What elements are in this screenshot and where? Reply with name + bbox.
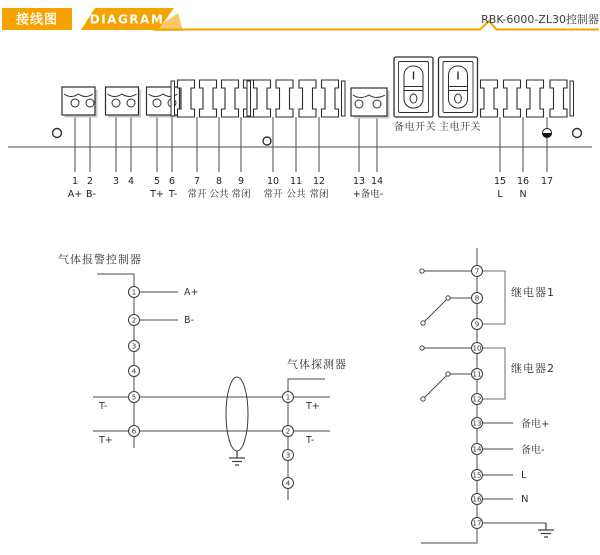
wire-label: B- (184, 315, 194, 326)
terminal-number: 10 (266, 176, 280, 187)
terminal-number: 7 (474, 267, 480, 276)
terminal-label: 常闭 (309, 189, 329, 200)
terminal-number: 11 (472, 370, 482, 379)
power-wire-labels (521, 417, 549, 505)
ground-icon (229, 451, 245, 465)
terminal-number: 9 (474, 320, 480, 329)
terminal-number: 8 (215, 176, 223, 187)
main-switch-label: 主电开关 (439, 122, 481, 133)
terminal-number: 2 (86, 176, 94, 187)
relay-terminal-block-7-9 (171, 80, 267, 117)
relay-contact-points (420, 269, 450, 401)
page-header (2, 8, 599, 31)
relay-brackets (483, 271, 506, 399)
wire-label: T- (306, 435, 315, 446)
relay1-label: 继电器1 (511, 286, 555, 299)
terminal-number: 16 (516, 176, 530, 187)
model-label: RBK-6000-ZL30控制器 (481, 13, 599, 26)
wire-label: 备电+ (521, 419, 550, 430)
mounting-hole-icon (263, 137, 271, 145)
terminal-number: 13 (352, 176, 366, 187)
terminal-label: N (519, 189, 527, 200)
gas-detector-title: 气体探测器 (287, 358, 347, 371)
wire-label: T+ (306, 401, 320, 412)
mounting-hole-icon (53, 129, 62, 138)
terminal-label: T- (168, 189, 178, 200)
terminal-number: 3 (131, 342, 137, 351)
terminal-number: 14 (472, 445, 482, 454)
terminal-number: 2 (285, 427, 291, 436)
relay2-label: 继电器2 (511, 362, 555, 375)
terminal-number: 5 (153, 176, 161, 187)
terminal-number: 6 (131, 427, 137, 436)
terminal-label: 常闭 (231, 189, 251, 200)
terminal-block-5-6 (147, 87, 183, 118)
relay-diagram (420, 248, 555, 543)
terminal-number: 3 (112, 176, 120, 187)
terminal-number: 17 (540, 176, 554, 187)
gas-detector-diagram (283, 357, 348, 500)
terminal-number: 17 (472, 519, 482, 528)
mounting-hole-icon (573, 129, 582, 138)
terminal-number: 8 (474, 294, 480, 303)
backup-switch-label: 备电开关 (394, 122, 436, 133)
terminal-label: T+ (150, 189, 164, 200)
terminal-number: 12 (472, 395, 482, 404)
terminal-number: 11 (289, 176, 303, 187)
terminal-number: 10 (472, 344, 482, 353)
terminal-label: B- (86, 189, 96, 200)
gas-controller-wires (93, 274, 283, 448)
terminal-label: 常开 (187, 189, 207, 200)
wire-label: N (521, 494, 529, 505)
terminal-number: 2 (131, 316, 137, 325)
terminal-label-row (68, 188, 527, 200)
terminal-block-3-4 (106, 87, 142, 118)
terminal-number: 1 (131, 288, 137, 297)
terminal-number: 4 (285, 479, 291, 488)
cable-shield-icon (226, 377, 248, 451)
terminal-number: 4 (127, 176, 135, 187)
page-title-en: DIAGRAM (89, 12, 165, 27)
terminal-number: 16 (472, 495, 482, 504)
wire-label: 备电- (521, 445, 545, 456)
terminal-number: 7 (193, 176, 201, 187)
terminal-block-1-2 (62, 87, 98, 118)
terminal-label: L (497, 189, 503, 200)
terminal-number: 9 (237, 176, 245, 187)
main-power-switch (439, 57, 478, 117)
wire-label: T+ (99, 435, 113, 446)
gas-controller-title: 气体报警控制器 (58, 253, 142, 266)
terminal-label: 公共 (286, 189, 306, 200)
terminal-number: 12 (312, 176, 326, 187)
wire-label: A+ (184, 287, 199, 298)
terminal-number-row (72, 176, 553, 187)
terminal-number: 1 (285, 393, 291, 402)
terminal-number: 15 (472, 471, 482, 480)
terminal-label: 常开 (263, 189, 283, 200)
earth-point-icon (543, 129, 552, 138)
terminal-label: A+ (67, 189, 83, 200)
terminal-label: 公共 (209, 189, 229, 200)
terminal-number: 15 (493, 176, 507, 187)
gas-controller-diagram (58, 252, 283, 465)
terminal-label: +备电- (352, 189, 384, 200)
ground-icon (538, 523, 554, 537)
terminal-number: 6 (168, 176, 176, 187)
page-title-cn: 接线图 (15, 12, 59, 28)
terminal-block-15-17 (474, 80, 574, 117)
terminal-number: 3 (285, 451, 291, 460)
gas-detector-wire-labels (305, 401, 320, 446)
terminal-number: 1 (71, 176, 79, 187)
terminal-number: 13 (472, 419, 482, 428)
terminal-number: 4 (131, 367, 137, 376)
wire-label: T- (99, 401, 108, 412)
terminal-number: 5 (131, 393, 137, 402)
gas-controller-wire-labels (98, 287, 198, 446)
terminal-block-13-14 (351, 88, 390, 119)
controller-panel (8, 57, 592, 200)
wire-label: L (521, 470, 527, 481)
relay-terminal-block-10-12 (247, 80, 345, 117)
backup-power-switch (394, 57, 433, 117)
terminal-number: 14 (370, 176, 384, 187)
